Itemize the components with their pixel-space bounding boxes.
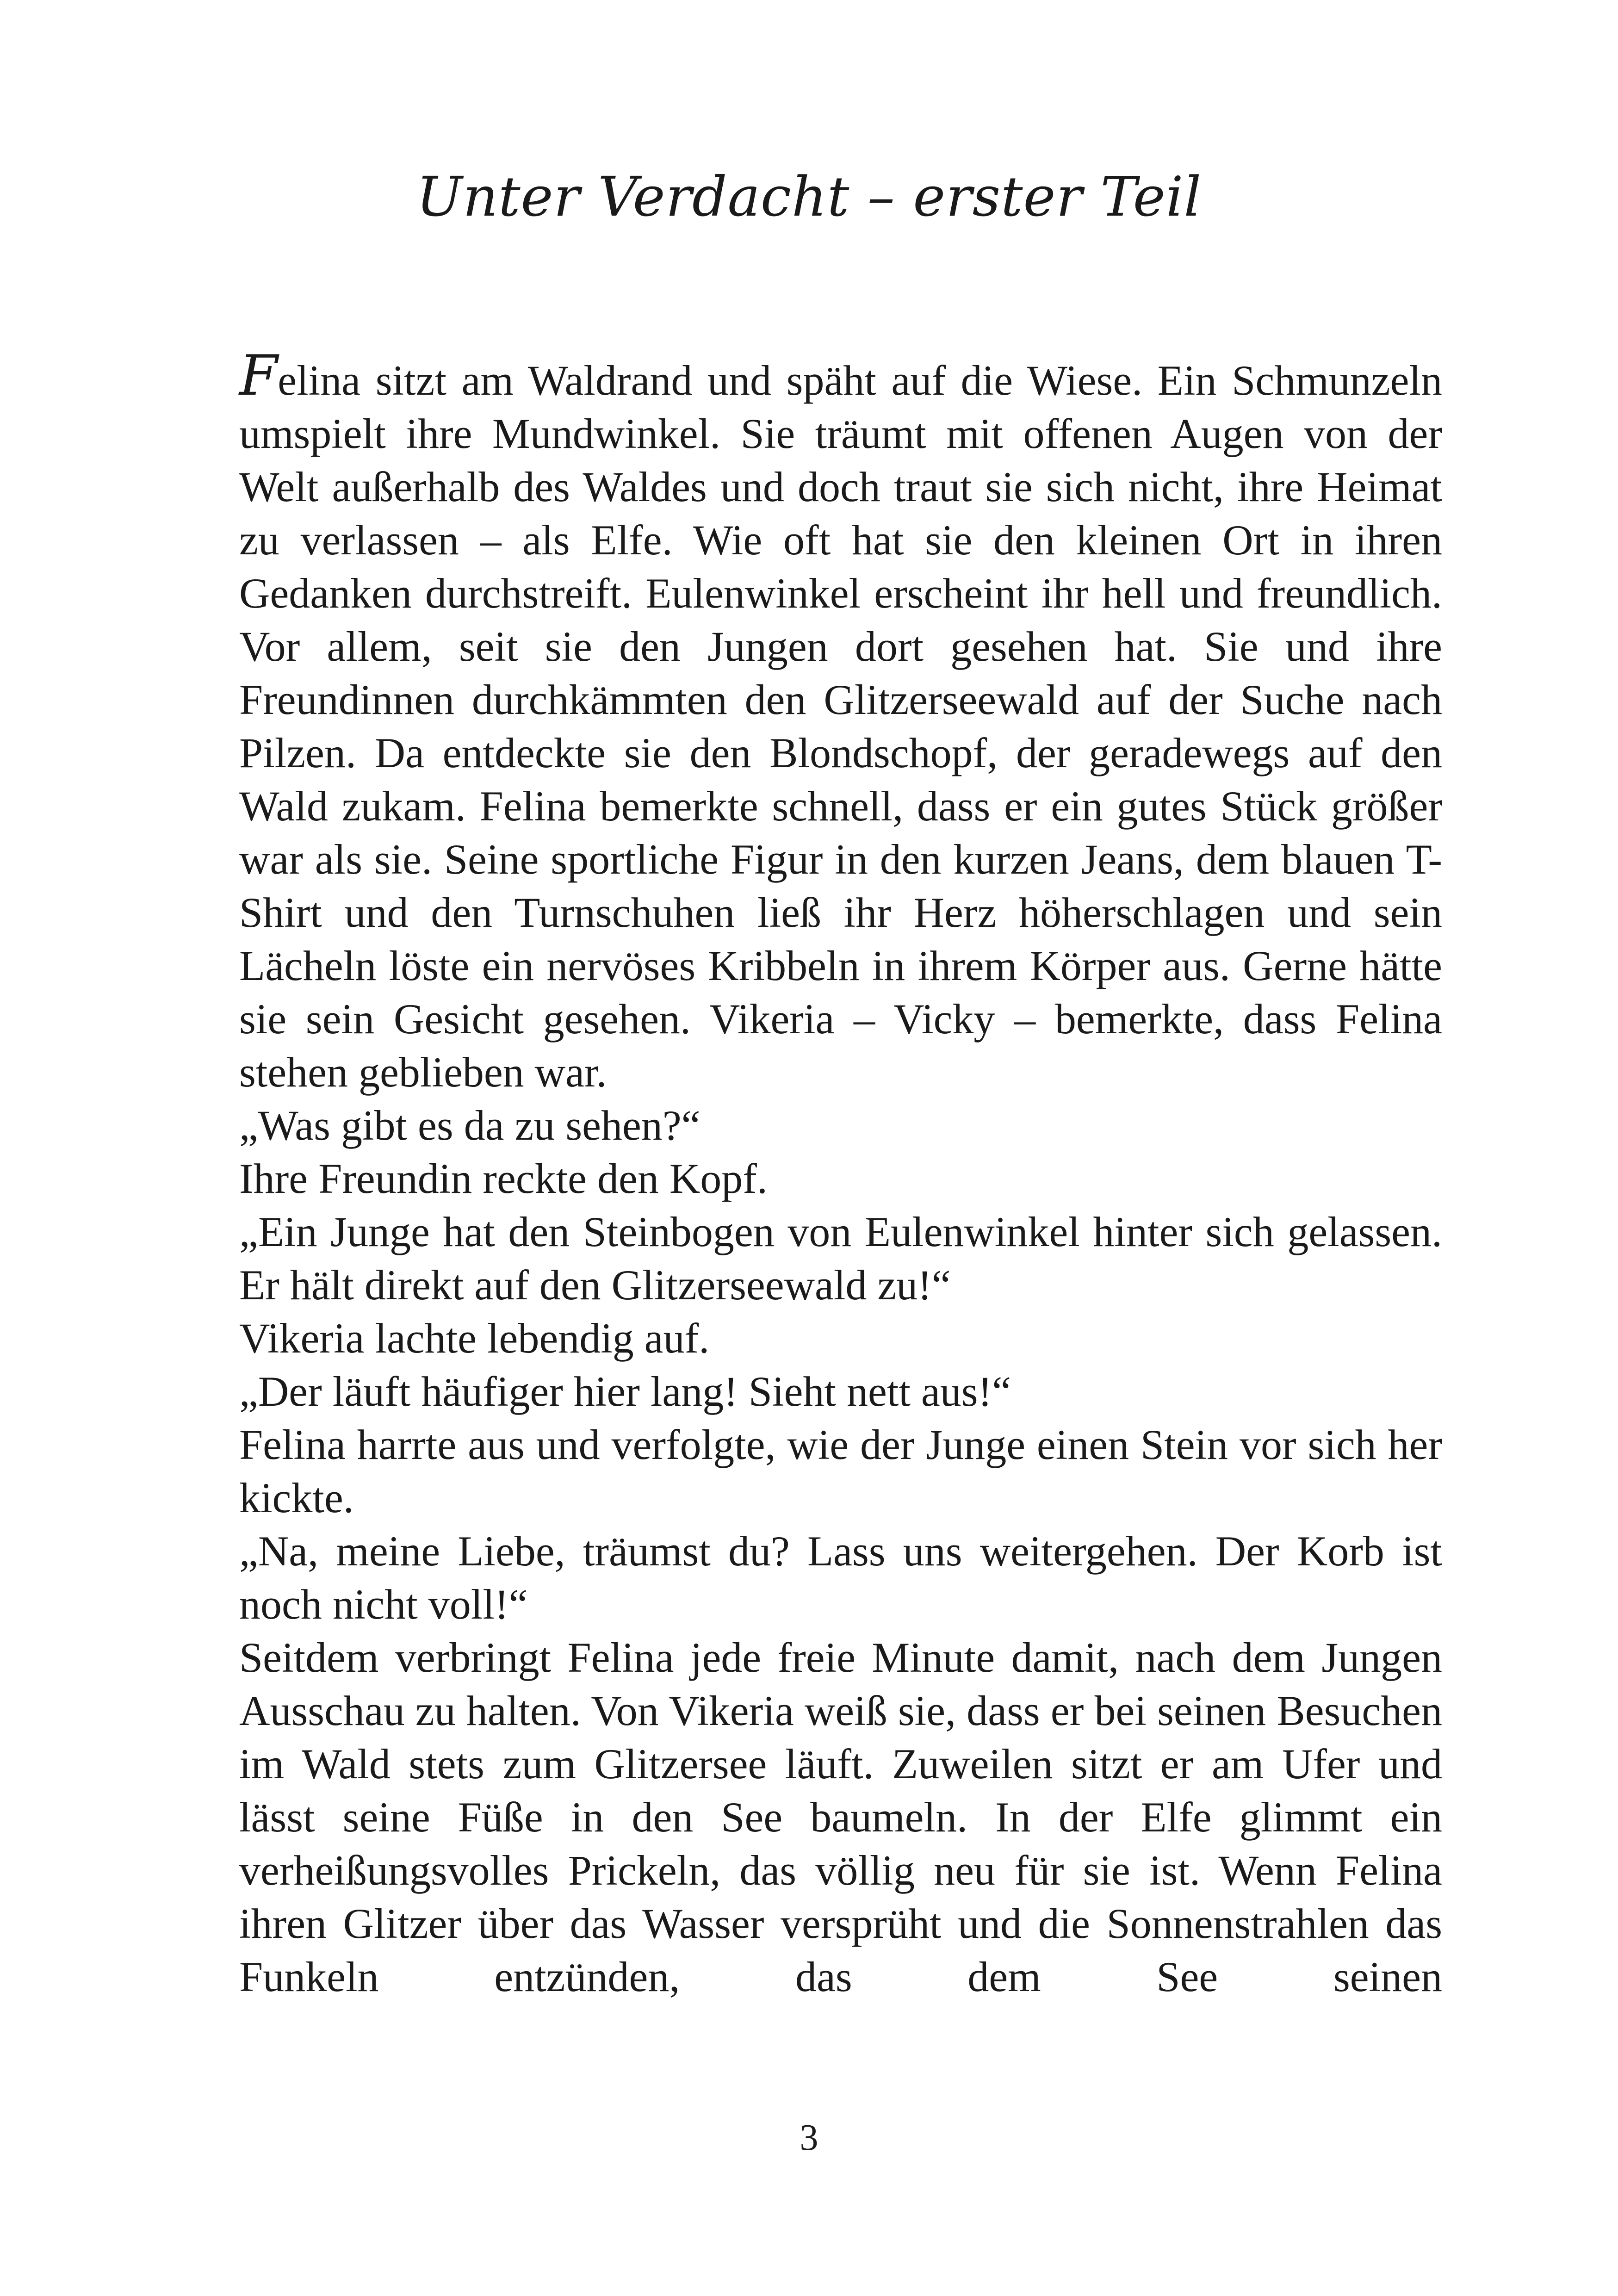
- initial-letter: F: [239, 344, 278, 408]
- narration-line: Ihre Freundin reckte den Kopf.: [239, 1155, 768, 1202]
- dialogue-line: „Ein Junge hat den Steinbogen von Eulenwinkel hinter sich gelassen. Er hält direkt auf den Glitzerseewald zu!“: [239, 1208, 1442, 1309]
- chapter-title: Unter Verdacht – erster Teil: [416, 165, 1202, 229]
- narration-line: Felina harrte aus und verfolgte, wie der Junge einen Stein vor sich her kickte.: [239, 1421, 1442, 1521]
- paragraph-continued: Seitdem verbringt Felina jede freie Minute damit, nach dem Jungen Ausschau zu halten. Von Vikeria weiß sie, dass er bei seinen Besuchen im Wald stets zum Glitzersee läuft. Zuweilen sitzt er am Ufer und lässt seine Füße in den See baumeln. In der Elfe glimmt ein verheißungsvolles Prickeln, das völlig neu für sie ist. Wenn Felina ihren Glitzer über das Wasser versprüht und die Sonnenstrahlen das Funkeln entzünden, das dem See seinen: [239, 1634, 1442, 2000]
- dialogue-line: „Der läuft häufiger hier lang! Sieht nett aus!“: [239, 1368, 1011, 1415]
- dialogue-line: „Was gibt es da zu sehen?“: [239, 1102, 701, 1149]
- page-number: 3: [800, 2117, 818, 2158]
- dialogue-line: „Na, meine Liebe, träumst du? Lass uns weitergehen. Der Korb ist noch nicht voll!“: [239, 1527, 1442, 1628]
- body-text: [239, 344, 1442, 2004]
- paragraph-opening: [239, 344, 1442, 1099]
- narration-line: Vikeria lachte lebendig auf.: [239, 1315, 710, 1362]
- paragraph-text: elina sitzt am Waldrand und späht auf die Wiese. Ein Schmunzeln umspielt ihre Mundwinkel. Sie träumt mit offenen Augen von der Welt außerhalb des Waldes und doch traut sie sich nicht, ihre Heimat zu verlassen – als Elfe. Wie oft hat sie den kleinen Ort in ihren Gedanken durchstreift. Eulenwinkel erscheint ihr hell und freundlich. Vor allem, seit sie den Jungen dort gesehen hat. Sie und ihre Freundinnen durchkämmten den Glitzerseewald auf der Suche nach Pilzen. Da entdeckte sie den Blondschopf, der geradewegs auf den Wald zukam. Felina bemerkte schnell, dass er ein gutes Stück größer war als sie. Seine sportliche Figur in den kurzen Jeans, dem blauen T-Shirt und den Turnschuhen ließ ihr Herz höherschlagen und sein Lächeln löste ein nervöses Kribbeln in ihrem Körper aus. Gerne hätte sie sein Gesicht gesehen. Vikeria – Vicky – bemerkte, dass Felina stehen geblieben war.: [239, 357, 1442, 1096]
